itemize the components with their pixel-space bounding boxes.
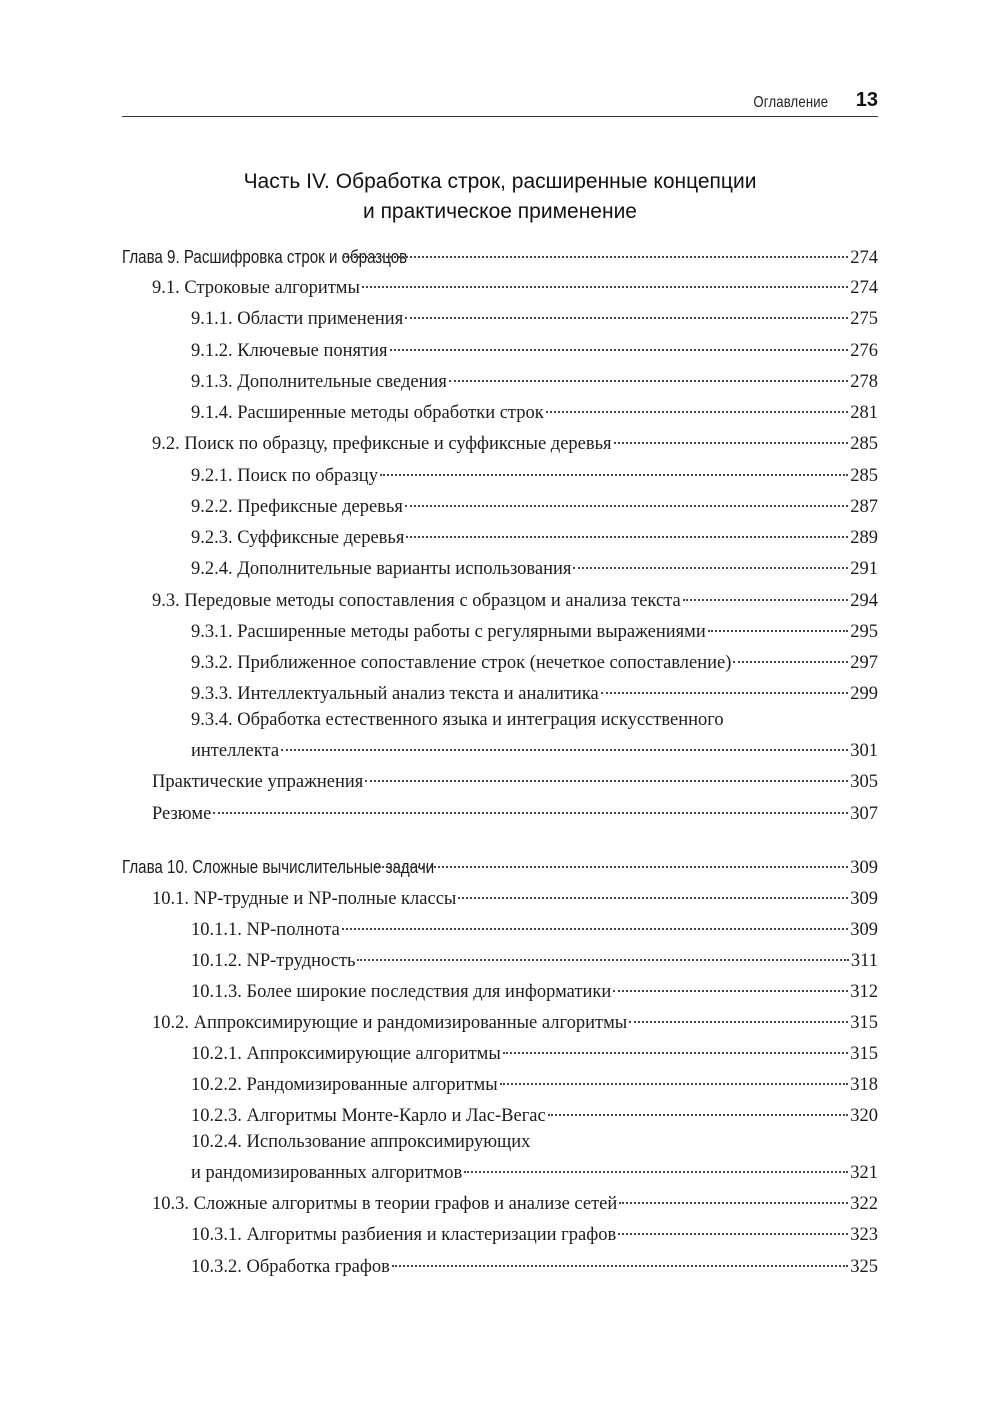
leader-dots <box>365 780 848 782</box>
toc-entry-title: 9.2.2. Префиксные деревья <box>191 497 403 517</box>
toc-entry-title: 10.2. Аппроксимирующие и рандомизированные алгоритмы <box>152 1013 628 1033</box>
leader-dots <box>390 349 849 351</box>
toc-entry-page: 275 <box>850 309 878 329</box>
toc-entry-page: 299 <box>850 684 878 704</box>
leader-dots <box>546 411 849 413</box>
toc-entry-page: 318 <box>850 1075 878 1095</box>
leader-dots <box>392 1265 848 1267</box>
toc-entry-title: 9.3.3. Интеллектуальный анализ текста и аналитика <box>191 684 599 704</box>
toc-entry-page: 315 <box>850 1044 878 1064</box>
toc-entry <box>122 400 878 426</box>
toc-entry <box>122 338 878 364</box>
toc-entry-page: 274 <box>850 248 878 268</box>
toc-entry <box>122 917 878 943</box>
toc-entry <box>122 710 878 764</box>
leader-dots <box>683 599 849 601</box>
toc-entry <box>122 1254 878 1280</box>
toc-entry <box>122 979 878 1005</box>
toc-entry-page: 309 <box>850 920 878 940</box>
leader-dots <box>629 1021 848 1023</box>
toc-entry <box>122 306 878 332</box>
toc-entry-page: 321 <box>850 1163 878 1183</box>
leader-dots <box>464 1171 848 1173</box>
leader-dots <box>449 380 848 382</box>
toc-entry <box>122 1103 878 1129</box>
toc-entry-title: 10.1.2. NP-трудность <box>191 951 356 971</box>
toc-entry-title: 10.3. Сложные алгоритмы в теории графов и анализе сетей <box>152 1194 618 1214</box>
toc-entry-page: 323 <box>850 1225 878 1245</box>
toc-entry <box>122 769 878 795</box>
toc-entry <box>122 588 878 614</box>
toc-entry-title: интеллекта <box>191 741 280 761</box>
toc-entry-title: 10.2.1. Аппроксимирующие алгоритмы <box>191 1044 501 1064</box>
toc-entry <box>122 463 878 489</box>
toc-entry-page: 312 <box>850 982 878 1002</box>
leader-dots <box>213 812 848 814</box>
leader-dots <box>342 928 848 930</box>
toc-entry-page: 320 <box>850 1106 878 1126</box>
toc-entry-title: и рандомизированных алгоритмов <box>191 1163 463 1183</box>
part-title <box>122 167 878 227</box>
toc-entry <box>122 1041 878 1067</box>
toc-entry <box>122 681 878 707</box>
leader-dots <box>343 256 849 258</box>
toc-entry-page: 309 <box>850 889 878 909</box>
toc-entry-title: Глава 10. Сложные вычислительные задачи <box>122 857 435 877</box>
toc-entry-page: 287 <box>850 497 878 517</box>
leader-dots <box>357 959 848 961</box>
part-title-line-1: Часть IV. Обработка строк, расширенные концепции <box>243 170 757 193</box>
header-rule <box>122 116 878 117</box>
toc-entry-page: 311 <box>850 951 878 971</box>
toc-entry <box>122 1222 878 1248</box>
toc-entry-title: 10.2.2. Рандомизированные алгоритмы <box>191 1075 498 1095</box>
toc-entry-title: 9.1.3. Дополнительные сведения <box>191 372 447 392</box>
toc-entry-page: 301 <box>850 741 878 761</box>
toc-entry-title: 10.1.3. Более широкие последствия для информатики <box>191 982 612 1002</box>
toc-entry-page: 307 <box>850 804 878 824</box>
leader-dots <box>613 990 848 992</box>
toc-entry-title: 10.2.3. Алгоритмы Монте-Карло и Лас-Вегас <box>191 1106 546 1126</box>
toc-entry-page: 295 <box>850 622 878 642</box>
toc-entry-title: 10.1.1. NP-полнота <box>191 920 340 940</box>
toc-entry-page: 278 <box>850 372 878 392</box>
page-number: 13 <box>855 89 878 111</box>
toc-entry <box>122 1072 878 1098</box>
running-head-title: Оглавление <box>752 94 828 111</box>
toc-entry <box>122 886 878 912</box>
toc-entry <box>122 948 878 974</box>
toc-entry-title: 10.3.1. Алгоритмы разбиения и кластеризации графов <box>191 1225 617 1245</box>
toc-entry-title-line-1: 9.3.4. Обработка естественного языка и интеграция искусственного <box>191 710 724 730</box>
toc-entry <box>122 431 878 457</box>
toc-entry <box>122 650 878 676</box>
toc-entry <box>122 556 878 582</box>
toc-entry-title-line-1: 10.2.4. Использование аппроксимирующих <box>191 1132 531 1152</box>
toc-entry-page: 305 <box>850 772 878 792</box>
leader-dots <box>500 1083 849 1085</box>
leader-dots <box>601 692 849 694</box>
leader-dots <box>362 286 848 288</box>
toc-entry-title: 9.1.1. Области применения <box>191 309 404 329</box>
toc-entry-page: 325 <box>850 1257 878 1277</box>
leader-dots <box>548 1114 849 1116</box>
leader-dots <box>503 1052 848 1054</box>
toc-entry-title: 9.1. Строковые алгоритмы <box>152 278 360 298</box>
leader-dots <box>708 630 848 632</box>
toc-entry <box>122 1191 878 1217</box>
toc-entry-title: 9.1.4. Расширенные методы обработки строк <box>191 403 544 423</box>
toc-entry-title: Резюме <box>152 804 212 824</box>
toc-entry-page: 276 <box>850 341 878 361</box>
toc-entry-page: 285 <box>850 466 878 486</box>
toc-chapter-10 <box>122 854 878 880</box>
toc-entry-title: 9.2.3. Суффиксные деревья <box>191 528 405 548</box>
leader-dots <box>733 661 848 663</box>
toc-entry-title: Глава 9. Расшифровка строк и образцов <box>122 247 408 267</box>
toc-entry <box>122 369 878 395</box>
part-title-line-2: и практическое применение <box>363 200 637 223</box>
leader-dots <box>614 442 849 444</box>
toc-entry-title: 9.2.4. Дополнительные варианты использования <box>191 559 572 579</box>
toc-entry-title: 9.2. Поиск по образцу, префиксные и суффиксные деревья <box>152 434 612 454</box>
running-head <box>122 82 878 112</box>
leader-dots <box>405 505 848 507</box>
book-page <box>122 0 878 1413</box>
leader-dots <box>281 749 848 751</box>
toc-entry-page: 315 <box>850 1013 878 1033</box>
toc-entry-title: 9.2.1. Поиск по образцу <box>191 466 378 486</box>
leader-dots <box>618 1233 848 1235</box>
toc-entry-page: 281 <box>850 403 878 423</box>
toc-entry-title: Практические упражнения <box>152 772 364 792</box>
toc-entry <box>122 1132 878 1186</box>
toc-entry-title: 10.3.2. Обработка графов <box>191 1257 390 1277</box>
toc-entry-title: 9.3.2. Приближенное сопоставление строк (нечеткое сопоставление) <box>191 653 732 673</box>
leader-dots <box>405 317 848 319</box>
toc-entry-title: 9.3. Передовые методы сопоставления с образцом и анализа текста <box>152 591 681 611</box>
leader-dots <box>573 567 848 569</box>
toc-entry-page: 294 <box>850 591 878 611</box>
toc-entry-page: 309 <box>850 858 878 878</box>
toc-entry-title: 9.3.1. Расширенные методы работы с регулярными выражениями <box>191 622 706 642</box>
leader-dots <box>619 1202 848 1204</box>
leader-dots <box>375 866 849 868</box>
leader-dots <box>458 897 848 899</box>
toc-entry-page: 289 <box>850 528 878 548</box>
toc-entry-page: 297 <box>850 653 878 673</box>
toc-entry <box>122 1010 878 1036</box>
toc-entry <box>122 619 878 645</box>
leader-dots <box>406 536 848 538</box>
toc-entry <box>122 801 878 827</box>
toc-entry-page: 274 <box>850 278 878 298</box>
toc-entry-title: 10.1. NP-трудные и NP-полные классы <box>152 889 457 909</box>
toc-entry-page: 285 <box>850 434 878 454</box>
toc-entry-page: 322 <box>850 1194 878 1214</box>
leader-dots <box>380 474 848 476</box>
toc-entry <box>122 494 878 520</box>
toc-entry-page: 291 <box>850 559 878 579</box>
toc-entry <box>122 525 878 551</box>
toc-entry <box>122 275 878 301</box>
toc-entry-title: 9.1.2. Ключевые понятия <box>191 341 388 361</box>
toc-chapter-9 <box>122 244 878 270</box>
